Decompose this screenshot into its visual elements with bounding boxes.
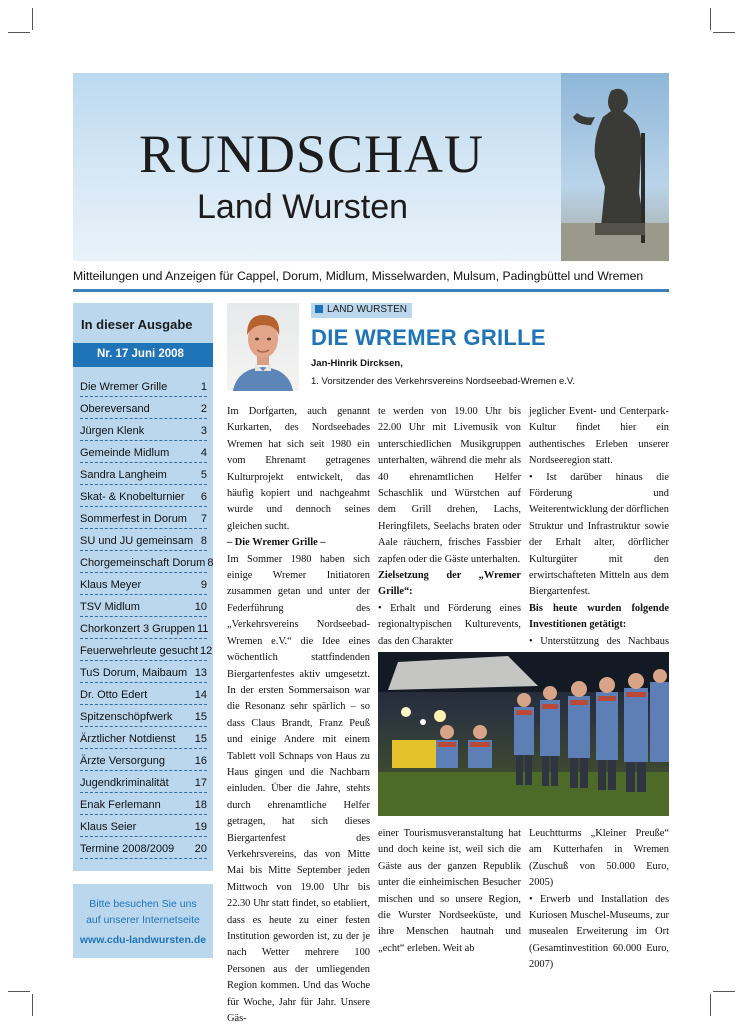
- toc-item[interactable]: [80, 771, 207, 793]
- toc-item[interactable]: [80, 595, 207, 617]
- article-column-1: [227, 404, 370, 1025]
- article-column-3-continued: [529, 826, 669, 971]
- toc-item-page: 8: [207, 557, 214, 569]
- toc-item-title: TSV Midlum: [80, 601, 140, 613]
- toc-item-title: Klaus Seier: [80, 821, 137, 833]
- paragraph: • Unterstützung des Nachbaus: [529, 635, 669, 647]
- toc-item[interactable]: [80, 617, 207, 639]
- crop-mark: [8, 32, 30, 33]
- toc-item-page: 2: [200, 403, 207, 415]
- toc-item-page: 17: [194, 777, 207, 789]
- table-of-contents-panel: [73, 303, 213, 871]
- website-link[interactable]: www.cdu-landwursten.de: [79, 934, 207, 946]
- newspaper-title: RUNDSCHAU: [139, 124, 485, 184]
- crop-mark: [8, 991, 30, 992]
- toc-item[interactable]: [80, 375, 207, 397]
- toc-item-title: SU und JU gemeinsam: [80, 535, 194, 547]
- toc-item-title: Ärzte Versorgung: [80, 755, 165, 767]
- promo-line-2: auf unserer Internetseite: [86, 914, 200, 926]
- author-name: Jan-Hinrik Dircksen,: [311, 358, 403, 369]
- toc-item-title: Die Wremer Grille: [80, 381, 168, 393]
- subheading: – Die Wremer Grille –: [227, 537, 326, 549]
- statue-silhouette: [561, 73, 669, 261]
- paragraph: • Erwerb und Installation des Kuriosen Muschel-Museums, zur musealen Erweiterung im Ort (Gesamtinvestition 60.000 Euro, 2007): [529, 893, 669, 971]
- toc-item-page: 1: [200, 381, 207, 393]
- toc-heading: In dieser Ausgabe: [81, 317, 193, 332]
- toc-item-page: 8: [200, 535, 207, 547]
- masthead: [73, 73, 669, 261]
- crowd-photo-illustration: [378, 652, 669, 816]
- toc-item[interactable]: [80, 507, 207, 529]
- toc-item-title: TuS Dorum, Maibaum: [80, 667, 188, 679]
- paragraph: • Erhalt und Förderung eines regionaltypischen Kulturevents, das den Charakter: [378, 602, 521, 647]
- toc-item-title: Dr. Otto Edert: [80, 689, 148, 701]
- toc-item-page: 13: [194, 667, 207, 679]
- toc-item[interactable]: [80, 661, 207, 683]
- toc-item-title: Skat- & Knobelturnier: [80, 491, 185, 503]
- subheading: Zielsetzung der „Wremer Grille“:: [378, 570, 521, 598]
- toc-item-title: Feuerwehrleute gesucht: [80, 645, 199, 657]
- toc-list: [80, 375, 214, 859]
- section-label: LAND WURSTEN: [327, 304, 408, 315]
- toc-item-page: 14: [194, 689, 207, 701]
- paragraph: Leuchtturms „Kleiner Preuße“ am Kutterhafen in Wremen (Zuschuß von 50.000 Euro, 2005): [529, 828, 669, 889]
- toc-item-title: Enak Ferlemann: [80, 799, 161, 811]
- toc-item[interactable]: [80, 419, 207, 441]
- toc-item[interactable]: [80, 529, 207, 551]
- paragraph: jeglicher Event- und Centerpark-Kultur findet hier ein authentisches Erleben unserer Nordseeregion statt.: [529, 406, 669, 467]
- article-column-2-continued: [378, 826, 521, 966]
- toc-item-title: Jugendkriminalität: [80, 777, 169, 789]
- author-portrait: [227, 303, 299, 391]
- toc-item[interactable]: [80, 837, 207, 859]
- issue-number: Nr. 17 Juni 2008: [73, 343, 213, 367]
- article-column-3: [529, 404, 669, 647]
- toc-item[interactable]: [80, 815, 207, 837]
- crop-mark: [710, 8, 711, 30]
- toc-item-page: 7: [200, 513, 207, 525]
- toc-item-title: Termine 2008/2009: [80, 843, 175, 855]
- toc-item[interactable]: [80, 463, 207, 485]
- toc-item-page: 4: [200, 447, 207, 459]
- toc-item-page: 10: [194, 601, 207, 613]
- paragraph: • Ist darüber hinaus die Förderung und Weiterentwicklung der dörflichen Struktur und Infrastruktur sowie der Erhalt alter, dörflicher Kulturgüter mit den erwirtschafteten Mitteln aus dem Biergartenfest.: [529, 471, 669, 598]
- crop-mark: [32, 994, 33, 1016]
- toc-item-title: Chorgemeinschaft Dorum: [80, 557, 206, 569]
- toc-item[interactable]: [80, 397, 207, 419]
- masthead-tagline: Mitteilungen und Anzeigen für Cappel, Dorum, Midlum, Misselwarden, Mulsum, Padingbüttel und Wremen: [73, 269, 644, 283]
- toc-item-title: Sommerfest in Dorum: [80, 513, 187, 525]
- newspaper-subtitle: Land Wursten: [197, 188, 409, 226]
- toc-item[interactable]: [80, 441, 207, 463]
- article-headline: DIE WREMER GRILLE: [311, 325, 546, 350]
- section-tag: [311, 303, 412, 318]
- toc-item-page: 5: [200, 469, 207, 481]
- toc-item-title: Klaus Meyer: [80, 579, 142, 591]
- crop-mark: [710, 994, 711, 1016]
- portrait-illustration: [227, 303, 299, 391]
- subheading: Bis heute wurden folgende Investitionen getätigt:: [529, 602, 669, 631]
- toc-item-title: Obereversand: [80, 403, 150, 415]
- toc-item-page: 19: [194, 821, 207, 833]
- toc-item-title: Ärztlicher Notdienst: [80, 733, 176, 745]
- toc-item-title: Gemeinde Midlum: [80, 447, 170, 459]
- toc-item-title: Sandra Langheim: [80, 469, 167, 481]
- square-bullet-icon: [315, 305, 323, 313]
- toc-item-page: 16: [194, 755, 207, 767]
- promo-line-1: Bitte besuchen Sie uns: [89, 898, 197, 910]
- toc-item-page: 18: [194, 799, 207, 811]
- toc-item-page: 20: [194, 843, 207, 855]
- paragraph: einer Tourismusveranstaltung hat und doch keine ist, weil sich die Gäste aus der ganzen Republik unter die einheimischen Besucher mischen und so unsere Region, die Wurster Nordseeküste, und ihre Menschen hautnah und „echt“ erleben. Weit ab: [378, 828, 521, 954]
- crop-mark: [713, 32, 735, 33]
- toc-item[interactable]: [80, 485, 207, 507]
- toc-item[interactable]: [80, 551, 214, 573]
- toc-item[interactable]: [80, 749, 207, 771]
- website-promo-box: [73, 884, 213, 958]
- toc-item-page: 6: [200, 491, 207, 503]
- toc-item-title: Jürgen Klenk: [80, 425, 145, 437]
- toc-item[interactable]: [80, 573, 207, 595]
- toc-item-title: Chorkonzert 3 Gruppen: [80, 623, 195, 635]
- paragraph: Im Dorfgarten, auch genannt Kurkarten, des Nordseebades Wremen hat sich seit 1980 ein vom Ehrenamt getragenes Kulturprojekt entwickelt, das häufig kopiert und nachgeahmt wurde und dennoch seines gleichen sucht.: [227, 406, 370, 532]
- paragraph: te werden von 19.00 Uhr bis 22.00 Uhr mit Livemusik von unterschiedlichen Musikgruppen unterhalten, während die mehr als 40 ehrenamtlichen Helfer Schaschlik und Würstchen auf dem Grill drehen, Lachs, Heringfilets, Seelachs braten oder Aale räuchern, frisches Fassbier zapfen oder die Gäste unterhalten.: [378, 406, 521, 565]
- toc-item-page: 9: [200, 579, 207, 591]
- toc-item[interactable]: [80, 639, 213, 661]
- statue-photo: [561, 73, 669, 261]
- toc-item-page: 15: [194, 711, 207, 723]
- toc-item[interactable]: [80, 705, 207, 727]
- toc-item-page: 15: [194, 733, 207, 745]
- toc-item[interactable]: [80, 683, 207, 705]
- crop-mark: [32, 8, 33, 30]
- toc-item-title: Spitzenschöpfwerk: [80, 711, 173, 723]
- header-divider: [73, 289, 669, 292]
- toc-item-page: 12: [200, 645, 213, 657]
- toc-item[interactable]: [80, 793, 207, 815]
- article-column-2: [378, 404, 521, 647]
- toc-item-page: 11: [196, 623, 209, 635]
- crop-mark: [713, 991, 735, 992]
- author-role: 1. Vorsitzender des Verkehrsvereins Nordseebad-Wremen e.V.: [311, 376, 576, 387]
- toc-item[interactable]: [80, 727, 207, 749]
- toc-item-page: 3: [200, 425, 207, 437]
- event-photo: [378, 652, 669, 816]
- paragraph: Im Sommer 1980 haben sich einige Wremer Initiatoren zusammen getan und unter der Federführung des „Verkehrsvereins Nordseebad-Wremen e.V.“ die Idee eines wöchentlich stattfindenden Biergartenfestes aktiv umgesetzt. In der ersten Sommersaison war die Resonanz sehr spärlich – so dass Claus Brandt, Franz Peuß und einige Andere mit einem Tablett voll Schnaps von Haus zu Haus gingen und die Nachbarn einluden. Über die Jahre, stehts durch ehrenamtliche Helfer getragen, hat sich dieses Biergartenfest des Verkehrsvereins, das von Mitte Mai bis Mitte September jeden Mittwoch von 19.00 Uhr bis 22.30 Uhr statt findet, so etabliert, dass es heute zu einer festen Institution geworden ist, zu der je nach Wetter mehrere 100 Personen aus der umliegenden Region kommen. Und das Woche für Woche, Jahr für Jahr. Unsere Gäs-: [227, 553, 370, 1025]
